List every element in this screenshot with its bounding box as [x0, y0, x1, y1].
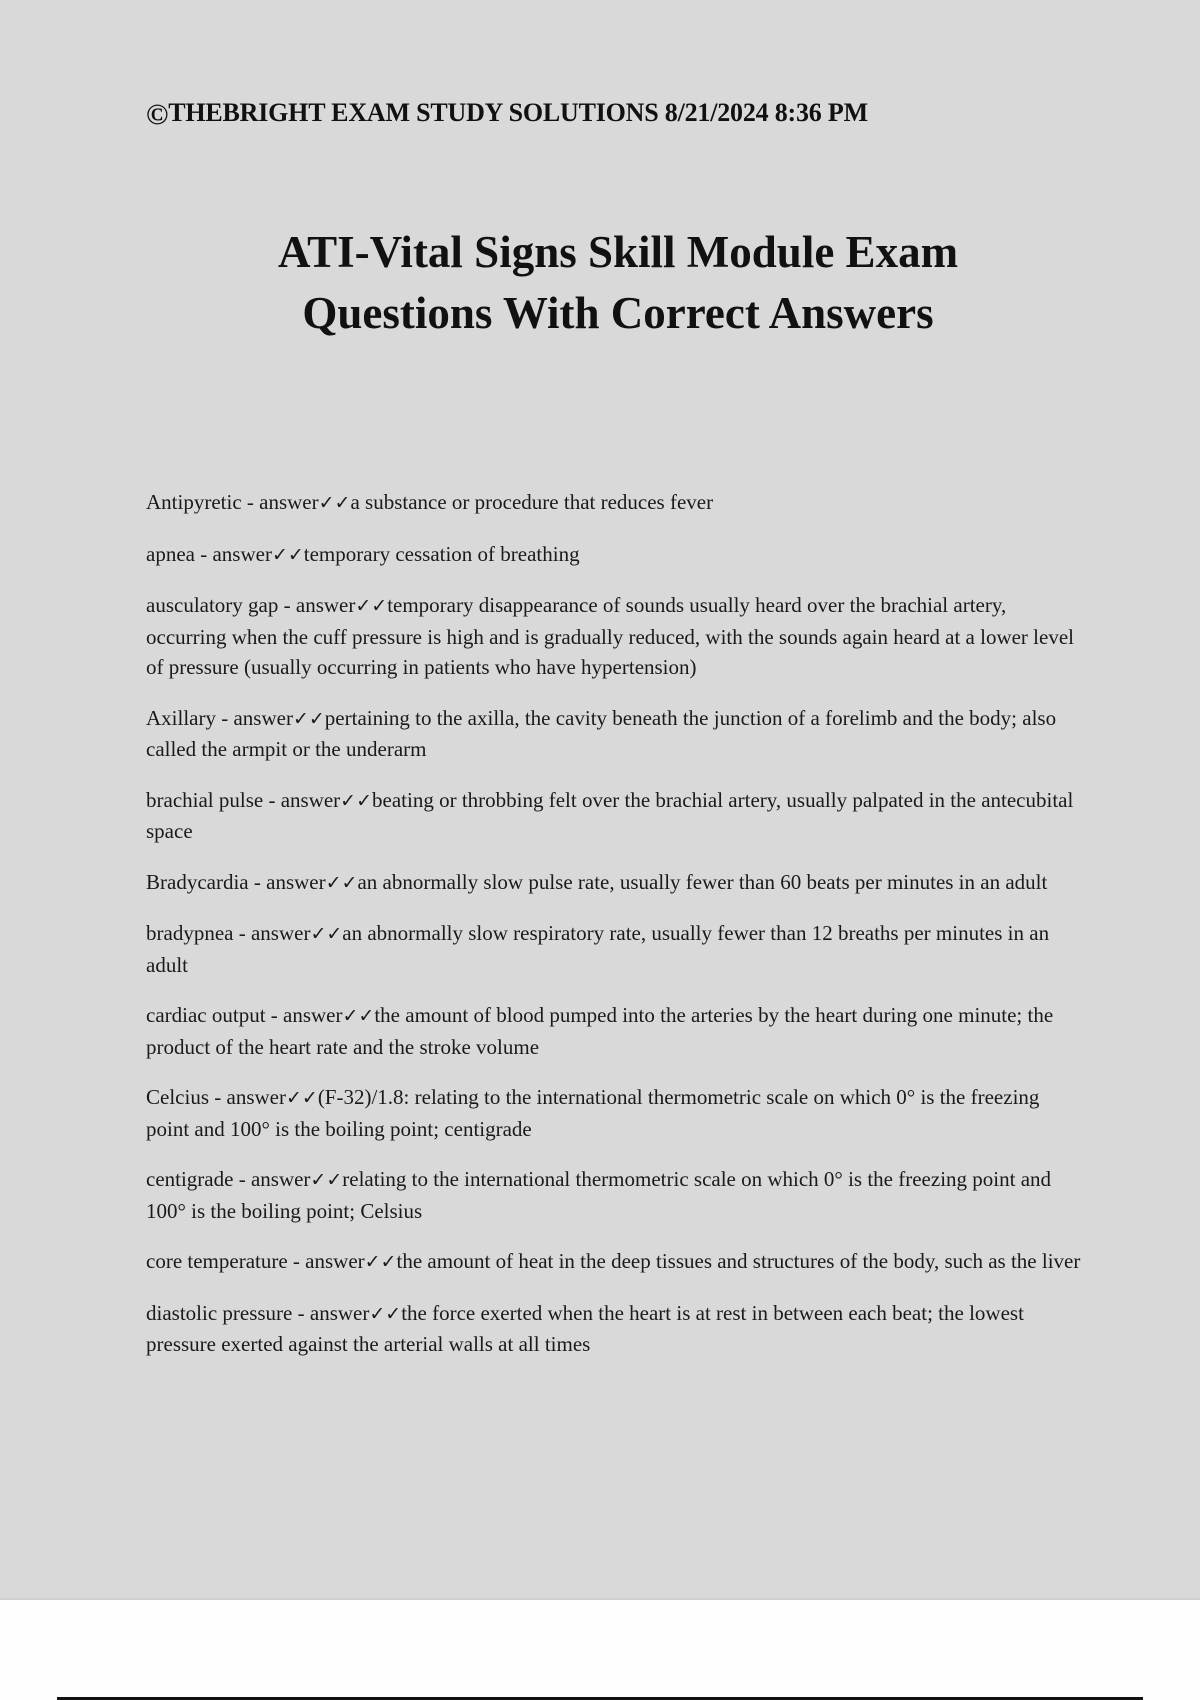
- list-item: [146, 1164, 1081, 1226]
- term: Axillary: [146, 705, 216, 730]
- separator: - answer: [287, 1249, 365, 1273]
- double-check-icon: ✓✓: [271, 543, 304, 566]
- list-item: [146, 1082, 1081, 1144]
- separator: - answer: [248, 869, 326, 894]
- definition: relating to the international thermometric scale on which 0° is the freezing point and 100° is the boiling point; Celsius: [146, 1167, 1052, 1223]
- double-check-icon: ✓✓: [292, 707, 325, 730]
- definition: the amount of blood pumped into the arteries by the heart during one minute; the product of the heart rate and the stroke volume: [146, 1003, 1054, 1059]
- term: Antipyretic: [146, 490, 242, 514]
- separator: - answer: [278, 593, 356, 617]
- title-line-1: ATI-Vital Signs Skill Module Exam: [277, 227, 959, 277]
- double-check-icon: ✓✓: [310, 923, 343, 945]
- list-item: [146, 1298, 1081, 1360]
- separator: - answer: [215, 705, 293, 730]
- separator: - answer: [265, 1003, 343, 1027]
- list-item: [146, 590, 1081, 683]
- separator: - answer: [233, 1167, 311, 1191]
- definition: temporary cessation of breathing: [303, 541, 580, 566]
- definition: a substance or procedure that reduces fever: [350, 490, 714, 514]
- term: bradypnea: [146, 921, 234, 945]
- term: diastolic pressure: [146, 1300, 293, 1325]
- double-check-icon: ✓✓: [318, 492, 351, 514]
- definition: pertaining to the axilla, the cavity beneath the junction of a forelimb and the body; also called the armpit or the underarm: [146, 705, 1057, 761]
- list-item: [146, 487, 1081, 519]
- double-check-icon: ✓✓: [285, 1087, 318, 1109]
- term: ausculatory gap: [146, 593, 279, 617]
- separator: - answer: [209, 1085, 286, 1109]
- separator: - answer: [292, 1300, 370, 1325]
- header-text: THEBRIGHT EXAM STUDY SOLUTIONS 8/21/2024 8:36 PM: [168, 98, 868, 127]
- document-header: [146, 98, 868, 130]
- definition: beating or throbbing felt over the brachial artery, usually palpated in the antecubital space: [146, 787, 1074, 843]
- separator: - answer: [233, 921, 311, 945]
- list-item: [146, 785, 1081, 847]
- definition: the amount of heat in the deep tissues and structures of the body, such as the liver: [396, 1249, 1081, 1273]
- separator: - answer: [241, 490, 319, 514]
- term: Celcius: [146, 1085, 209, 1109]
- list-item: [146, 539, 1081, 571]
- list-item: [146, 1246, 1081, 1278]
- list-item: [146, 1000, 1081, 1062]
- definition: an abnormally slow respiratory rate, usually fewer than 12 breaths per minutes in an adult: [146, 921, 1050, 977]
- term: centigrade: [146, 1167, 234, 1191]
- definition: (F-32)/1.8: relating to the international thermometric scale on which 0° is the freezing point and 100° is the boiling point; centigrade: [146, 1085, 1040, 1141]
- qa-list: [146, 487, 1081, 1380]
- separator: - answer: [194, 541, 272, 566]
- term: brachial pulse: [146, 787, 264, 812]
- definition: an abnormally slow pulse rate, usually fewer than 60 beats per minutes in an adult: [357, 869, 1048, 894]
- term: Bradycardia: [146, 869, 249, 894]
- double-check-icon: ✓✓: [340, 789, 373, 812]
- double-check-icon: ✓✓: [355, 595, 388, 617]
- separator: - answer: [263, 787, 341, 812]
- double-check-icon: ✓✓: [325, 871, 358, 894]
- double-check-icon: ✓✓: [310, 1169, 343, 1191]
- copyright-icon: ©: [146, 98, 169, 131]
- title-line-2: Questions With Correct Answers: [302, 288, 934, 338]
- term: apnea: [146, 541, 195, 566]
- definition: the force exerted when the heart is at rest in between each beat; the lowest pressure exerted against the arterial walls at all times: [146, 1300, 1024, 1356]
- double-check-icon: ✓✓: [364, 1251, 397, 1273]
- list-item: [146, 703, 1081, 765]
- list-item: [146, 867, 1081, 899]
- term: cardiac output: [146, 1003, 266, 1027]
- page-title: [0, 222, 1200, 344]
- definition: temporary disappearance of sounds usually heard over the brachial artery, occurring when the cuff pressure is high and is gradually reduced, with the sounds again heard at a lower level of pressure (usually occurring in patients who have hypertension): [146, 593, 1074, 679]
- list-item: [146, 918, 1081, 980]
- double-check-icon: ✓✓: [369, 1302, 402, 1325]
- term: core temperature: [146, 1249, 288, 1273]
- double-check-icon: ✓✓: [342, 1005, 375, 1027]
